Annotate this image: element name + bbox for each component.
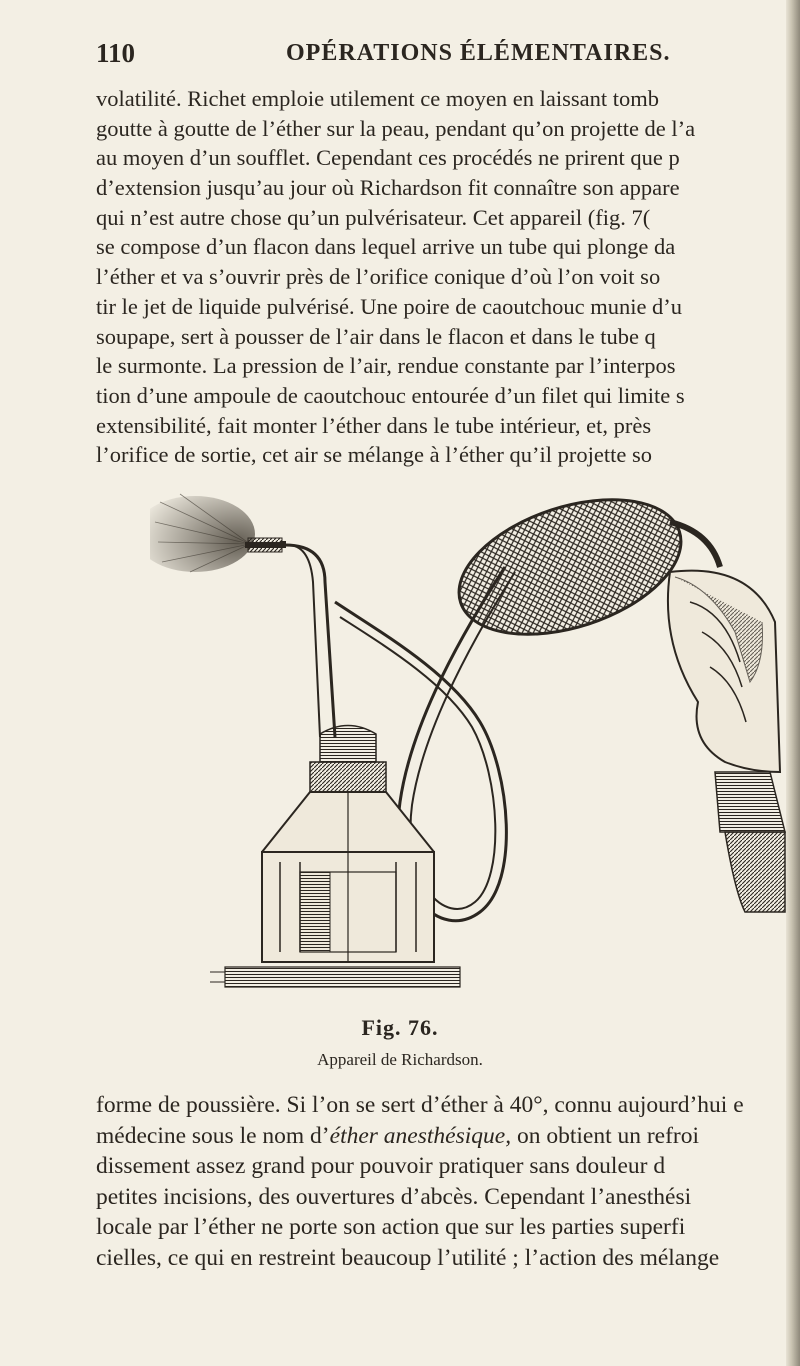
- text-fragment: médecine sous le nom d’: [96, 1122, 330, 1149]
- hand-illustration: [668, 571, 785, 912]
- text-line: qui n’est autre chose qu’un pulvérisateur. Cet appareil (fig. 7(: [96, 204, 651, 230]
- text-fragment: on obtient un refroi: [511, 1122, 700, 1149]
- spray-jet: [150, 494, 255, 572]
- text-line: d’extension jusqu’au jour où Richardson fit connaître son appare: [96, 175, 680, 201]
- text-line: dissement assez grand pour pouvoir pratiquer sans douleur d: [96, 1153, 666, 1179]
- text-line: se compose d’un flacon dans lequel arrive un tube qui plonge da: [96, 234, 676, 260]
- text-line: au moyen d’un soufflet. Cependant ces procédés ne prirent que p: [96, 145, 680, 171]
- running-head: OPÉRATIONS ÉLÉMENTAIRES.: [286, 40, 671, 66]
- text-line: l’éther et va s’ouvrir près de l’orifice conique d’où l’on voit so: [96, 264, 661, 290]
- text-line: soupape, sert à pousser de l’air dans le flacon et dans le tube q: [96, 323, 656, 349]
- paragraph-bottom: [96, 1090, 786, 1273]
- italic-term: éther anesthésique,: [329, 1122, 512, 1149]
- ether-flask: [210, 726, 460, 988]
- text-line: l’orifice de sortie, cet air se mélange à l’éther qu’il projette so: [96, 442, 653, 468]
- text-line: [96, 1121, 786, 1152]
- figure-caption: Appareil de Richardson.: [317, 1050, 483, 1069]
- page-number: 110: [96, 38, 136, 68]
- text-line: extensibilité, fait monter l’éther dans le tube intérieur, et, près: [96, 412, 652, 438]
- text-line: locale par l’éther ne porte son action que sur les parties superfi: [96, 1214, 686, 1240]
- text-line: petites incisions, des ouvertures d’abcès. Cependant l’anesthési: [96, 1183, 692, 1210]
- text-line: goutte à goutte de l’éther sur la peau, pendant qu’on projette de l’a: [96, 115, 696, 141]
- text-line: forme de poussière. Si l’on se sert d’éther à 40°, connu aujourd’hui e: [96, 1092, 744, 1118]
- text-line: tion d’une ampoule de caoutchouc entourée d’un filet qui limite s: [96, 382, 685, 408]
- text-line: tir le jet de liquide pulvérisé. Une poire de caoutchouc munie d’u: [96, 293, 683, 319]
- page-header: [96, 38, 736, 78]
- text-line: cielles, ce qui en restreint beaucoup l’utilité ; l’action des mélange: [96, 1244, 720, 1271]
- text-line: volatilité. Richet emploie utilement ce moyen en laissant tomb: [96, 86, 659, 111]
- richardson-apparatus-illustration: [150, 472, 790, 1012]
- figure-label: Fig. 76.: [361, 1015, 439, 1040]
- text-line: le surmonte. La pression de l’air, rendue constante par l’interpos: [96, 353, 676, 379]
- paragraph-top: [96, 84, 786, 470]
- nozzle-tube: [245, 538, 335, 737]
